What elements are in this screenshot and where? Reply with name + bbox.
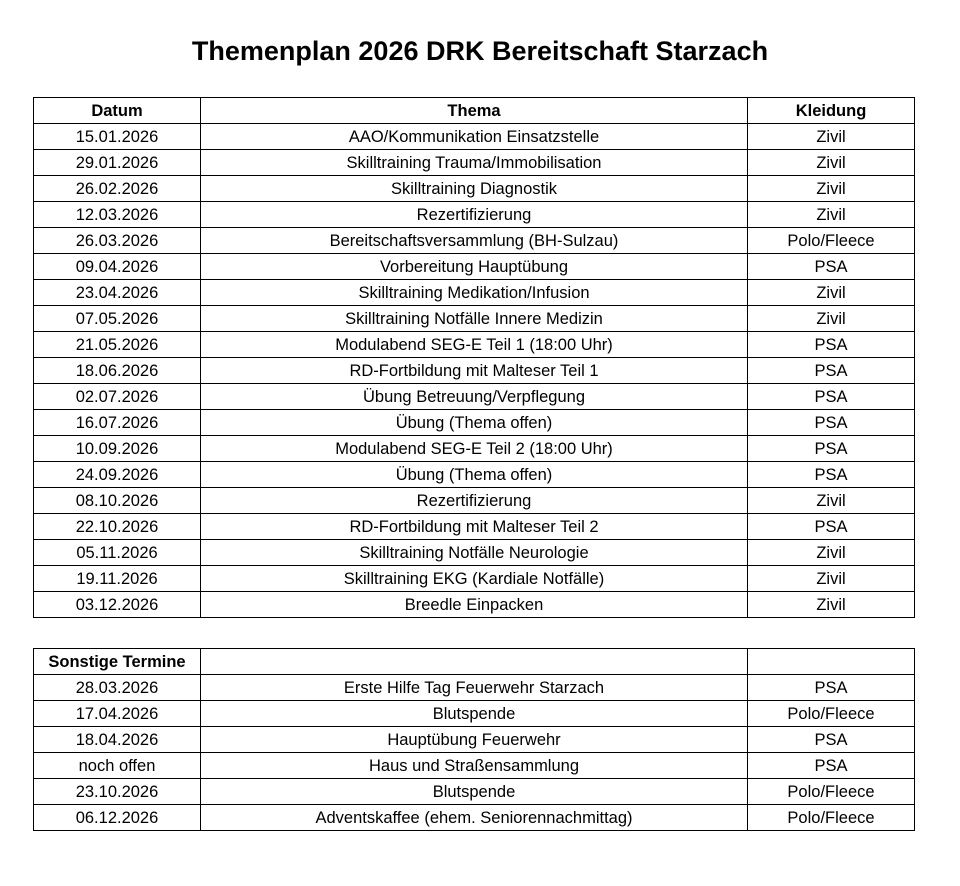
cell-datum: 26.03.2026 xyxy=(34,228,201,254)
cell-thema: Skilltraining Medikation/Infusion xyxy=(201,280,748,306)
table-row xyxy=(34,566,915,592)
cell-datum: 05.11.2026 xyxy=(34,540,201,566)
cell-thema: Skilltraining Notfälle Innere Medizin xyxy=(201,306,748,332)
table-row xyxy=(34,124,915,150)
cell-datum: noch offen xyxy=(34,753,201,779)
cell-kleidung: Polo/Fleece xyxy=(748,228,915,254)
cell-kleidung: Polo/Fleece xyxy=(748,805,915,831)
table-row xyxy=(34,280,915,306)
table-row xyxy=(34,436,915,462)
cell-thema: Übung (Thema offen) xyxy=(201,462,748,488)
cell-datum: 03.12.2026 xyxy=(34,592,201,618)
cell-kleidung: Zivil xyxy=(748,566,915,592)
header-datum: Datum xyxy=(34,98,201,124)
sonstige-termine-table xyxy=(33,648,915,831)
cell-thema: Bereitschaftsversammlung (BH-Sulzau) xyxy=(201,228,748,254)
cell-datum: 16.07.2026 xyxy=(34,410,201,436)
table-row xyxy=(34,306,915,332)
cell-datum: 12.03.2026 xyxy=(34,202,201,228)
table-row xyxy=(34,592,915,618)
cell-kleidung: Polo/Fleece xyxy=(748,779,915,805)
cell-thema: Breedle Einpacken xyxy=(201,592,748,618)
cell-datum: 21.05.2026 xyxy=(34,332,201,358)
themenplan-table xyxy=(33,97,915,618)
cell-kleidung: Zivil xyxy=(748,280,915,306)
table-header-row xyxy=(34,98,915,124)
table-row xyxy=(34,254,915,280)
cell-datum: 29.01.2026 xyxy=(34,150,201,176)
cell-thema: Skilltraining Trauma/Immobilisation xyxy=(201,150,748,176)
cell-datum: 24.09.2026 xyxy=(34,462,201,488)
cell-datum: 09.04.2026 xyxy=(34,254,201,280)
page-title: Themenplan 2026 DRK Bereitschaft Starzach xyxy=(191,36,769,66)
cell-thema: Blutspende xyxy=(201,701,748,727)
header-empty xyxy=(201,649,748,675)
table-row xyxy=(34,488,915,514)
cell-thema: RD-Fortbildung mit Malteser Teil 2 xyxy=(201,514,748,540)
table-row xyxy=(34,228,915,254)
cell-kleidung: Zivil xyxy=(748,202,915,228)
header-sonstige-termine: Sonstige Termine xyxy=(34,649,201,675)
cell-kleidung: PSA xyxy=(748,410,915,436)
table-row xyxy=(34,675,915,701)
cell-thema: Blutspende xyxy=(201,779,748,805)
cell-kleidung: Zivil xyxy=(748,540,915,566)
header-kleidung: Kleidung xyxy=(748,98,915,124)
cell-thema: Modulabend SEG-E Teil 1 (18:00 Uhr) xyxy=(201,332,748,358)
cell-datum: 23.10.2026 xyxy=(34,779,201,805)
cell-thema: Modulabend SEG-E Teil 2 (18:00 Uhr) xyxy=(201,436,748,462)
table-row xyxy=(34,805,915,831)
table-row xyxy=(34,202,915,228)
cell-thema: Vorbereitung Hauptübung xyxy=(201,254,748,280)
cell-datum: 19.11.2026 xyxy=(34,566,201,592)
cell-thema: AAO/Kommunikation Einsatzstelle xyxy=(201,124,748,150)
cell-datum: 08.10.2026 xyxy=(34,488,201,514)
cell-kleidung: Zivil xyxy=(748,124,915,150)
cell-thema: Erste Hilfe Tag Feuerwehr Starzach xyxy=(201,675,748,701)
header-empty xyxy=(748,649,915,675)
table-row xyxy=(34,358,915,384)
cell-thema: Skilltraining Diagnostik xyxy=(201,176,748,202)
cell-kleidung: PSA xyxy=(748,675,915,701)
table-row xyxy=(34,410,915,436)
cell-kleidung: Zivil xyxy=(748,488,915,514)
cell-kleidung: Polo/Fleece xyxy=(748,701,915,727)
cell-kleidung: PSA xyxy=(748,332,915,358)
cell-kleidung: Zivil xyxy=(748,150,915,176)
cell-datum: 23.04.2026 xyxy=(34,280,201,306)
cell-datum: 10.09.2026 xyxy=(34,436,201,462)
cell-kleidung: Zivil xyxy=(748,592,915,618)
cell-kleidung: PSA xyxy=(748,514,915,540)
table-row xyxy=(34,150,915,176)
cell-thema: Übung (Thema offen) xyxy=(201,410,748,436)
cell-thema: Adventskaffee (ehem. Seniorennachmittag) xyxy=(201,805,748,831)
cell-thema: Übung Betreuung/Verpflegung xyxy=(201,384,748,410)
cell-kleidung: PSA xyxy=(748,254,915,280)
table-row xyxy=(34,779,915,805)
cell-datum: 17.04.2026 xyxy=(34,701,201,727)
cell-kleidung: PSA xyxy=(748,436,915,462)
cell-kleidung: PSA xyxy=(748,727,915,753)
cell-kleidung: PSA xyxy=(748,384,915,410)
cell-kleidung: PSA xyxy=(748,358,915,384)
cell-datum: 22.10.2026 xyxy=(34,514,201,540)
cell-kleidung: Zivil xyxy=(748,306,915,332)
cell-datum: 26.02.2026 xyxy=(34,176,201,202)
cell-datum: 06.12.2026 xyxy=(34,805,201,831)
cell-kleidung: PSA xyxy=(748,462,915,488)
cell-thema: Rezertifizierung xyxy=(201,488,748,514)
cell-thema: Hauptübung Feuerwehr xyxy=(201,727,748,753)
cell-datum: 15.01.2026 xyxy=(34,124,201,150)
table-row xyxy=(34,753,915,779)
table-header-row xyxy=(34,649,915,675)
table-row xyxy=(34,384,915,410)
table-row xyxy=(34,514,915,540)
cell-datum: 07.05.2026 xyxy=(34,306,201,332)
cell-thema: RD-Fortbildung mit Malteser Teil 1 xyxy=(201,358,748,384)
table-row xyxy=(34,701,915,727)
header-thema: Thema xyxy=(201,98,748,124)
table-row xyxy=(34,727,915,753)
cell-thema: Skilltraining Notfälle Neurologie xyxy=(201,540,748,566)
cell-datum: 02.07.2026 xyxy=(34,384,201,410)
cell-kleidung: Zivil xyxy=(748,176,915,202)
cell-kleidung: PSA xyxy=(748,753,915,779)
table-row xyxy=(34,176,915,202)
table-row xyxy=(34,462,915,488)
table-row xyxy=(34,332,915,358)
cell-datum: 18.06.2026 xyxy=(34,358,201,384)
cell-thema: Skilltraining EKG (Kardiale Notfälle) xyxy=(201,566,748,592)
table-row xyxy=(34,540,915,566)
cell-datum: 18.04.2026 xyxy=(34,727,201,753)
cell-thema: Haus und Straßensammlung xyxy=(201,753,748,779)
cell-datum: 28.03.2026 xyxy=(34,675,201,701)
cell-thema: Rezertifizierung xyxy=(201,202,748,228)
